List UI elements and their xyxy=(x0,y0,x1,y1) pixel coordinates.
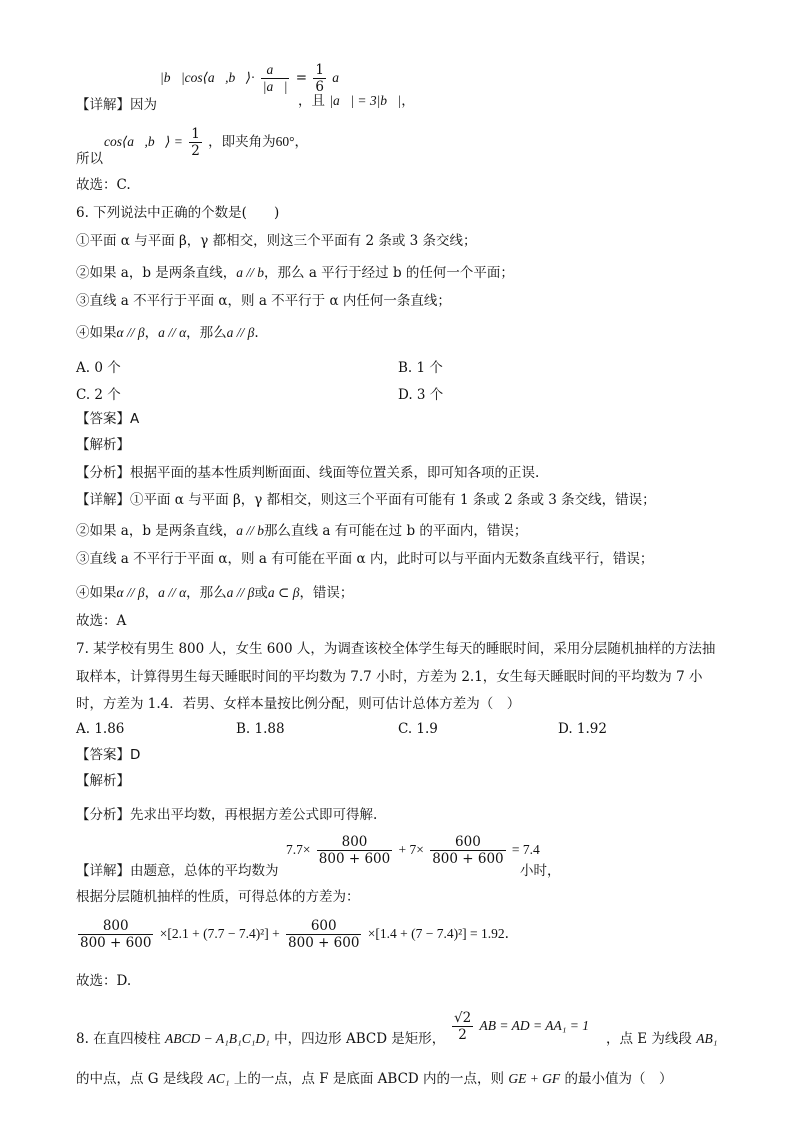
text: 那么直线 a 有可能在过 b 的平面内，错误； xyxy=(264,523,528,539)
q6-statement-3: ③直线 a 不平行于平面 α，则 a 不平行于 α 内任何一条直线； xyxy=(76,293,451,309)
comma: ， xyxy=(294,134,308,150)
q7-option-d: D. 1.92 xyxy=(558,721,607,737)
projection-denominator: |a⃗| xyxy=(262,79,288,94)
frac-den: 800 + 600 xyxy=(318,851,391,867)
q6-statement-4 xyxy=(76,324,259,342)
period: . xyxy=(504,926,509,942)
projection-numerator: a⃗ xyxy=(261,62,290,79)
fraction xyxy=(78,918,153,951)
math: a ⊂ β xyxy=(267,585,300,600)
math: GE + GF xyxy=(508,1071,561,1086)
detail-label: 【详解】 xyxy=(76,97,130,113)
magnitude-condition: |a⃗| = 3|b⃗| xyxy=(329,93,402,108)
q5-condition xyxy=(298,92,415,110)
text: 上的一点，点 F 是底面 ABCD 内的一点，则 xyxy=(233,1071,505,1087)
q7-choice: 故选：D. xyxy=(76,973,132,989)
text: ，那么 xyxy=(186,325,227,341)
q7-option-a: A. 1.86 xyxy=(76,721,125,737)
q6-choice: 故选：A xyxy=(76,613,127,629)
q7-option-b: B. 1.88 xyxy=(236,721,285,737)
and-text: ，且 xyxy=(298,93,325,109)
math: + 7× xyxy=(398,842,424,857)
q7-stem-line-3: 时，方差为 1.4．若男、女样本量按比例分配，则可估计总体方差为（ ） xyxy=(76,696,521,712)
frac-num: 600 xyxy=(430,834,505,851)
q7-hours-text: 小时， xyxy=(520,863,561,879)
frac-den: 800 + 600 xyxy=(432,851,504,867)
math: α // β xyxy=(116,325,145,340)
q6-detail-2 xyxy=(76,522,527,540)
text: ，那么 xyxy=(186,585,227,601)
sqrt2-over-2 xyxy=(452,1010,473,1043)
q6-detail-3: ③直线 a 不平行于平面 α，则 a 有可能在平面 α 内，此时可以与平面内无数条直线平行，错误； xyxy=(76,551,654,567)
math: a // b xyxy=(236,265,265,280)
q6-option-d: D. 3 个 xyxy=(398,387,444,403)
frac-num: 800 xyxy=(78,918,153,935)
text: 中，四边形 ABCD 是矩形， xyxy=(274,1031,446,1047)
q5-choice: 故选：C. xyxy=(76,177,131,193)
q7-answer: 【答案】D xyxy=(76,747,141,763)
angle-text: ，即夹角为 xyxy=(208,134,276,150)
frac-num: √2 xyxy=(454,1010,472,1026)
text: ， xyxy=(144,585,159,601)
q7-variance-text: 根据分层随机抽样的性质，可得总体的方差为： xyxy=(76,889,360,905)
text: . xyxy=(254,325,259,341)
text: ④如果 xyxy=(76,325,117,341)
q7-analysis: 【分析】先求出平均数，再根据方差公式即可得解. xyxy=(76,807,378,823)
q5-detail-line xyxy=(76,96,157,114)
math: a // α xyxy=(158,325,187,340)
q7-analysis-label: 【解析】 xyxy=(76,773,130,789)
one-sixth-fraction xyxy=(313,62,326,95)
q6-detail-1: 【详解】①平面 α 与平面 β，γ 都相交，则这三个平面有可能有 1 条或 2 条或 3 条交线，错误； xyxy=(76,492,656,508)
cos-formula xyxy=(104,126,308,159)
math: AB₁ xyxy=(696,1031,718,1046)
q6-answer: 【答案】A xyxy=(76,411,140,427)
half-fraction xyxy=(189,126,202,159)
q8-stem-line-1 xyxy=(76,1030,445,1048)
math: ×[1.4 + (7 − 7.4)²] = 1.92 xyxy=(367,926,505,941)
math: a // b xyxy=(236,523,265,538)
frac-den: 2 xyxy=(191,143,200,159)
equals-sign: = xyxy=(295,70,308,86)
fraction xyxy=(317,834,392,867)
q7-detail-mean-text: 【详解】由题意，总体的平均数为 xyxy=(76,863,279,879)
so-text: 所以 xyxy=(76,151,103,167)
text: ，点 E 为线段 xyxy=(606,1031,692,1047)
q6-option-a: A. 0 个 xyxy=(76,360,121,376)
frac-num: 800 xyxy=(317,834,392,851)
q6-detail-4 xyxy=(76,584,353,602)
text: ②如果 a，b 是两条直线， xyxy=(76,523,237,539)
q6-stem: 6. 下列说法中正确的个数是( ) xyxy=(76,205,280,221)
vector-a: a⃗ xyxy=(332,70,350,85)
q7-option-c: C. 1.9 xyxy=(398,721,438,737)
q6-statement-2 xyxy=(76,264,514,282)
text: ②如果 a，b 是两条直线， xyxy=(76,265,237,281)
math: ×[2.1 + (7.7 − 7.4)²] + xyxy=(159,926,280,941)
q8-condition xyxy=(450,1010,589,1043)
q8-stem-line-2 xyxy=(76,1070,672,1088)
text: 的最小值为（ ） xyxy=(564,1071,673,1087)
frac-num: 1 xyxy=(191,126,200,142)
frac-den: 800 + 600 xyxy=(80,935,152,951)
detail-text: 因为 xyxy=(130,97,157,113)
text: ④如果 xyxy=(76,585,117,601)
q6-analysis-label: 【解析】 xyxy=(76,437,130,453)
q7-stem-line-2: 取样本，计算得男生每天睡眠时间的平均数为 7.7 小时，方差为 2.1，女生每天睡眠时间的平均数为 7 小 xyxy=(76,669,703,685)
math: ABCD − A₁B₁C₁D₁ xyxy=(164,1031,270,1046)
frac-num: 1 xyxy=(315,62,324,78)
q7-variance-formula xyxy=(76,918,509,951)
math: a // β xyxy=(226,585,255,600)
math: = 7.4 xyxy=(511,842,540,857)
projection-formula xyxy=(160,62,350,95)
math: AB = AD = AA₁ = 1 xyxy=(479,1018,590,1033)
comma: ， xyxy=(401,93,415,109)
q7-stem-line-1: 7. 某学校有男生 800 人，女生 600 人，为调查该校全体学生每天的睡眠时间，采用分层随机抽样的方法抽 xyxy=(76,641,716,657)
text: 8. 在直四棱柱 xyxy=(76,1031,161,1047)
frac-den: 6 xyxy=(315,79,324,95)
q6-option-b: B. 1 个 xyxy=(398,360,443,376)
text: ， xyxy=(144,325,159,341)
text: 的中点，点 G 是线段 xyxy=(76,1071,204,1087)
math: AC₁ xyxy=(207,1071,230,1086)
q7-mean-formula xyxy=(286,834,540,867)
q6-statement-1: ①平面 α 与平面 β，γ 都相交，则这三个平面有 2 条或 3 条交线； xyxy=(76,233,477,249)
frac-num: 600 xyxy=(286,918,361,935)
math: α // β xyxy=(116,585,145,600)
text: 或 xyxy=(254,585,268,601)
frac-den: 2 xyxy=(458,1027,467,1043)
q8-point-e xyxy=(606,1030,717,1048)
q6-analysis: 【分析】根据平面的基本性质判断面面、线面等位置关系，即可知各项的正误. xyxy=(76,465,540,481)
angle-value: 60° xyxy=(275,134,295,149)
fraction xyxy=(430,834,505,867)
projection-fraction xyxy=(261,62,290,95)
projection-left: |b⃗|cos⟨a⃗,b⃗⟩· xyxy=(160,70,255,85)
math: 7.7× xyxy=(286,842,311,857)
cos-expression: cos⟨a⃗,b⃗⟩ = xyxy=(104,134,183,149)
math: a // α xyxy=(158,585,187,600)
q6-option-c: C. 2 个 xyxy=(76,387,121,403)
text: ，那么 a 平行于经过 b 的任何一个平面； xyxy=(264,265,514,281)
text: ，错误； xyxy=(299,585,354,601)
fraction xyxy=(286,918,361,951)
frac-den: 800 + 600 xyxy=(288,935,360,951)
math: a // β xyxy=(226,325,255,340)
